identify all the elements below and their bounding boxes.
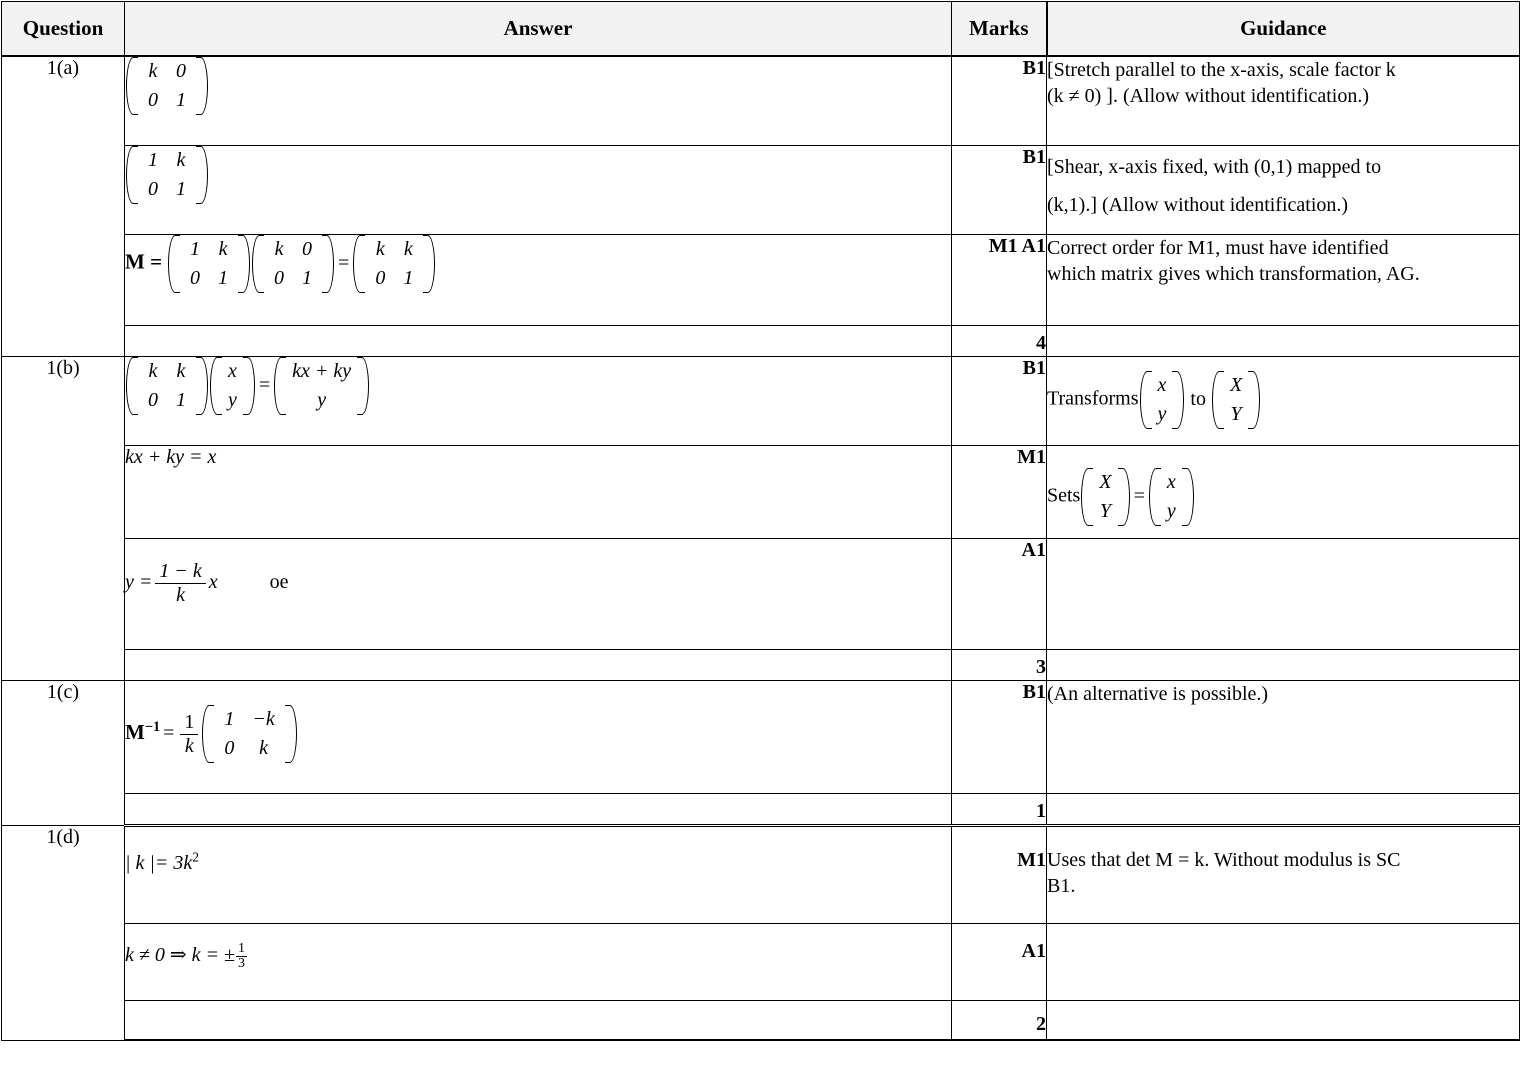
vector-xy: x y <box>210 357 255 415</box>
matrix-1k-01: 1 k 0 1 <box>126 146 208 204</box>
fraction-denominator: k <box>155 583 205 606</box>
matrix-product-lhs: M = <box>125 249 163 274</box>
guidance-line: (An alternative is possible.) <box>1047 683 1269 705</box>
marks-cell: B1 <box>952 146 1047 235</box>
subtotal-marks-cell: 3 <box>952 650 1047 681</box>
guidance-line: (k ≠ 0) ]. (Allow without identification.) <box>1047 85 1370 107</box>
question-label-1a: 1(a) <box>2 56 125 357</box>
answer-note-oe: oe <box>269 571 289 594</box>
table-header-row <box>2 2 1520 57</box>
matrix-inverse: 1 −k 0 k <box>202 705 296 763</box>
subtotal-marks-cell: 4 <box>952 326 1047 357</box>
table-row <box>2 235 1520 326</box>
marks-cell: A1 <box>952 539 1047 650</box>
guidance-cell <box>1047 146 1520 235</box>
fraction-denominator: k <box>180 734 198 757</box>
inverse-matrix-lhs: $M^{-1}$ <box>125 718 161 744</box>
equals-sign: = <box>1133 484 1145 507</box>
guidance-cell-empty <box>1047 539 1520 650</box>
guidance-cell-empty <box>1047 794 1520 826</box>
answer-cell <box>125 539 952 650</box>
table-row-subtotal <box>2 650 1520 681</box>
mark-scheme-table <box>1 1 1520 1041</box>
guidance-cell <box>1047 826 1520 924</box>
table-row <box>2 357 1520 446</box>
fraction-equation-rhs: x <box>208 571 218 594</box>
equation-kx-ky: kx + ky = x <box>125 446 217 468</box>
matrix-kk-01: k k 0 1 <box>126 357 208 415</box>
equals-sign: = <box>338 251 350 274</box>
column-header-answer: Answer <box>125 2 952 57</box>
guidance-text: to <box>1190 387 1206 410</box>
answer-cell-empty <box>125 794 952 826</box>
marks-cell: M1 <box>952 446 1047 539</box>
answer-cell <box>125 826 952 924</box>
answer-cell <box>125 146 952 235</box>
matrix-k0-01: k 0 0 1 <box>126 57 208 115</box>
guidance-text: Transforms <box>1047 387 1139 410</box>
fraction-denominator: 3 <box>237 956 245 971</box>
guidance-line: Correct order for M1, must have identified <box>1047 237 1389 259</box>
guidance-cell <box>1047 681 1520 794</box>
implication-equation: k ≠ 0 ⇒ k = ± $\frac{1}{3}$ <box>125 941 245 971</box>
marks-cell: B1 <box>952 681 1047 794</box>
table-row <box>2 681 1520 794</box>
modulus-equation: | k |= $3k^2$ <box>125 849 200 874</box>
equals-sign: = <box>163 721 175 744</box>
guidance-text: Sets <box>1047 484 1081 507</box>
answer-cell <box>125 357 952 446</box>
fraction-1-over-k <box>180 712 198 757</box>
matrix-factor-2: k 0 0 1 <box>252 235 334 293</box>
marks-cell: M1 <box>952 826 1047 924</box>
guidance-line: B1. <box>1047 875 1076 897</box>
subtotal-marks-cell: 1 <box>952 794 1047 826</box>
guidance-line: (k,1).] (Allow without identification.) <box>1047 194 1349 216</box>
matrix-factor-1: 1 k 0 1 <box>168 235 250 293</box>
vector-xy: x y <box>1149 468 1194 526</box>
guidance-cell <box>1047 56 1520 146</box>
fraction-numerator: 1 − k <box>159 560 202 582</box>
question-label-1d: 1(d) <box>2 826 125 1041</box>
guidance-cell-empty <box>1047 1001 1520 1041</box>
answer-cell <box>125 56 952 146</box>
exponent: −1 <box>144 718 161 735</box>
marks-cell: B1 <box>952 56 1047 146</box>
marks-cell: B1 <box>952 357 1047 446</box>
vector-XY: X Y <box>1081 468 1129 526</box>
vector-result: kx + ky y <box>274 357 369 415</box>
column-header-question: Question <box>2 2 125 57</box>
vector-xy: x y <box>1140 371 1185 429</box>
marks-cell: M1 A1 <box>952 235 1047 326</box>
guidance-line: [Shear, x-axis fixed, with (0,1) mapped to <box>1047 156 1382 178</box>
table-row <box>2 826 1520 924</box>
table-row-subtotal <box>2 326 1520 357</box>
matrix-result: k k 0 1 <box>353 235 435 293</box>
subtotal-marks-cell: 2 <box>952 1001 1047 1041</box>
table-row-subtotal <box>2 1001 1520 1041</box>
table-row <box>2 146 1520 235</box>
question-label-1c: 1(c) <box>2 681 125 826</box>
table-row <box>2 539 1520 650</box>
fraction-equation-lhs: y = <box>125 571 153 594</box>
guidance-line: [Stretch parallel to the x-axis, scale factor k <box>1047 59 1396 81</box>
guidance-sets <box>1047 446 1519 526</box>
marks-cell: A1 <box>952 924 1047 1001</box>
answer-cell-empty <box>125 326 952 357</box>
guidance-line: which matrix gives which transformation, AG. <box>1047 263 1420 285</box>
fraction-1-minus-k-over-k <box>155 561 205 606</box>
table-row <box>2 924 1520 1001</box>
table-row <box>2 446 1520 539</box>
fraction-one-third <box>236 942 247 971</box>
guidance-cell <box>1047 235 1520 326</box>
answer-cell <box>125 446 952 539</box>
guidance-line: Uses that det M = k. Without modulus is SC <box>1047 849 1401 871</box>
column-header-guidance: Guidance <box>1047 2 1520 57</box>
equals-sign: = <box>258 373 271 396</box>
answer-cell-empty <box>125 650 952 681</box>
answer-cell <box>125 681 952 794</box>
guidance-transforms <box>1047 357 1519 429</box>
guidance-cell <box>1047 446 1520 539</box>
guidance-cell-empty <box>1047 650 1520 681</box>
answer-cell <box>125 924 952 1001</box>
guidance-cell <box>1047 357 1520 446</box>
question-label-1b: 1(b) <box>2 357 125 681</box>
vector-XY: X Y <box>1212 371 1260 429</box>
fraction-numerator: 1 <box>237 941 245 956</box>
table-row <box>2 56 1520 146</box>
column-header-marks: Marks <box>952 2 1047 57</box>
guidance-cell-empty <box>1047 326 1520 357</box>
fraction-numerator: 1 <box>184 710 195 733</box>
table-row-subtotal <box>2 794 1520 826</box>
guidance-cell-empty <box>1047 924 1520 1001</box>
answer-cell <box>125 235 952 326</box>
answer-cell-empty <box>125 1001 952 1041</box>
exponent: 2 <box>192 849 200 864</box>
